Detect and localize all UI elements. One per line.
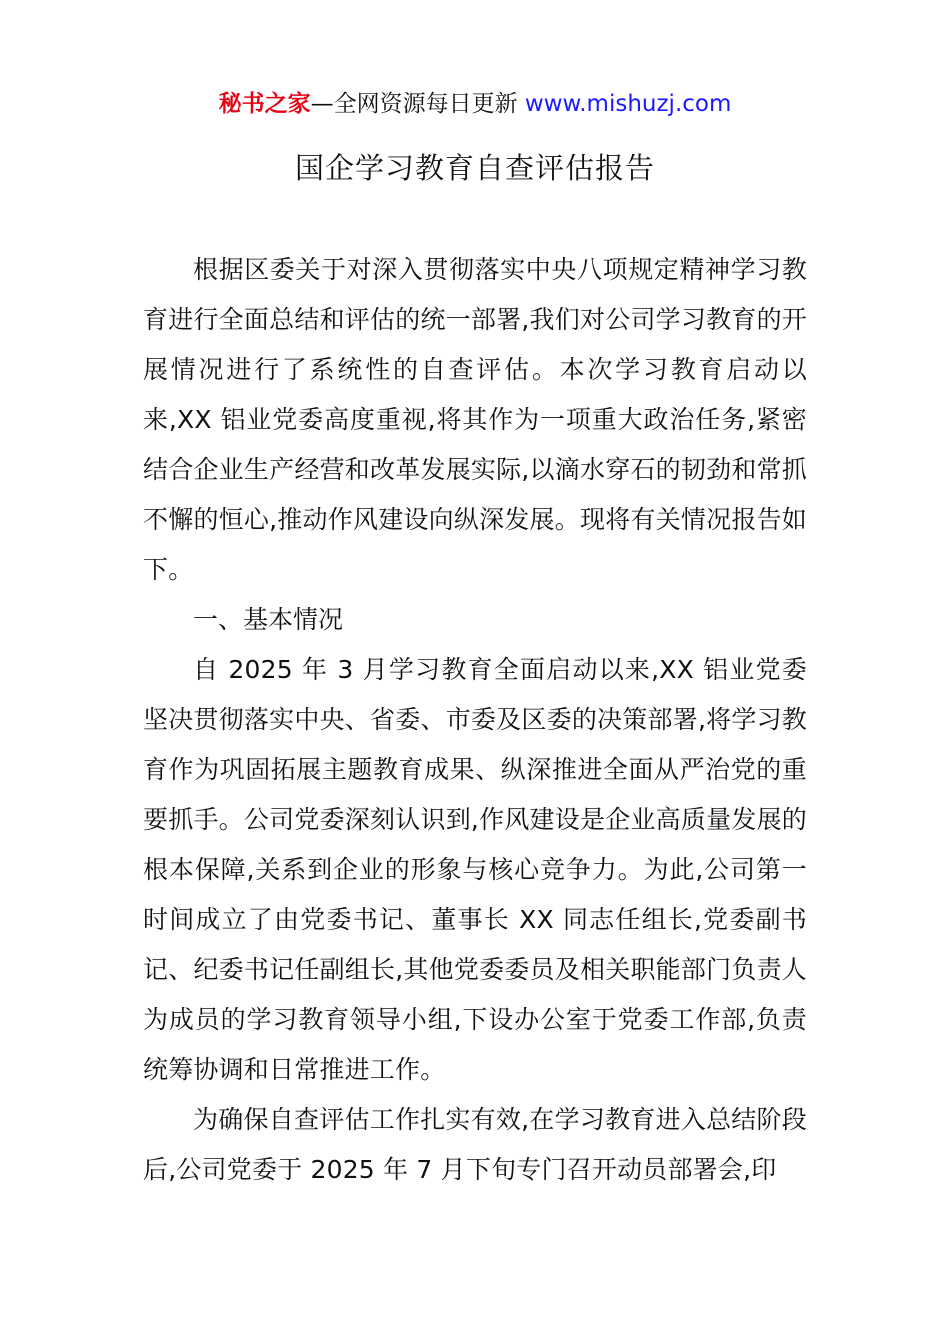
site-tagline: —全网资源每日更新 [310, 91, 525, 117]
document-body [143, 245, 807, 1195]
section-heading-basic: 一、基本情况 [193, 605, 344, 634]
site-url-link[interactable]: www.mishuzj.com [524, 91, 732, 117]
paragraph-basic-situation: 自 2025 年 3 月学习教育全面启动以来,XX 铝业党委坚决贯彻落实中央、省委、市委及区委的决策部署,将学习教育作为巩固拓展主题教育成果、纵深推进全面从严治党的重要抓手。公司党委深刻认识到,作风建设是企业高质量发展的根本保障,关系到企业的形象与核心竞争力。为此,公司第一时间成立了由党委书记、董事长 XX 同志任组长,党委副书记、纪委书记任副组长,其他党委委员及相关职能部门负责人为成员的学习教育领导小组,下设办公室于党委工作部,负责统筹协调和日常推进工作。 [143, 655, 807, 1084]
site-header [0, 86, 950, 122]
paragraph-self-assessment: 为确保自查评估工作扎实有效,在学习教育进入总结阶段后,公司党委于 2025 年 7 月下旬专门召开动员部署会,印 [143, 1105, 807, 1184]
paragraph-intro: 根据区委关于对深入贯彻落实中央八项规定精神学习教育进行全面总结和评估的统一部署,我们对公司学习教育的开展情况进行了系统性的自查评估。本次学习教育启动以来,XX 铝业党委高度重视,将其作为一项重大政治任务,紧密结合企业生产经营和改革发展实际,以滴水穿石的韧劲和常抓不懈的恒心,推动作风建设向纵深发展。现将有关情况报告如下。 [143, 255, 807, 584]
document-title: 国企学习教育自查评估报告 [294, 151, 655, 185]
site-brand: 秘书之家 [218, 91, 311, 117]
